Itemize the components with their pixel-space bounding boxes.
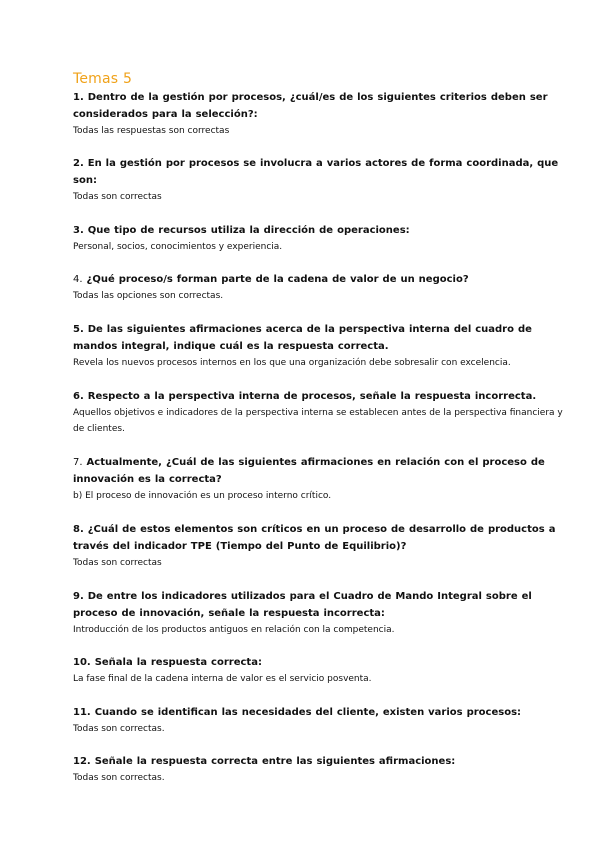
question-block-4 [73, 271, 573, 304]
question-number: 4. [73, 274, 83, 285]
question-text: 10. Señala la respuesta correcta: [73, 657, 262, 668]
question-block-2 [73, 155, 573, 205]
question-number: 7. [73, 457, 83, 468]
question-block-7 [73, 454, 573, 504]
question-text: 3. Que tipo de recursos utiliza la dirección de operaciones: [73, 225, 410, 236]
question-block-5 [73, 321, 573, 371]
document-page [73, 70, 573, 786]
question-text: 5. De las siguientes afirmaciones acerca de la perspectiva interna del cuadro de mandos integral, indique cuál es la respuesta correcta. [73, 324, 532, 352]
question-text: 1. Dentro de la gestión por procesos, ¿cuál/es de los siguientes criterios deben ser considerados para la selección?: [73, 92, 548, 120]
answer-text: b) El proceso de innovación es un proceso interno crítico. [73, 491, 332, 501]
answer-text: Aquellos objetivos e indicadores de la perspectiva interna se establecen antes de la perspectiva financiera y de clientes. [73, 408, 563, 434]
answer-text: Personal, socios, conocimientos y experiencia. [73, 242, 283, 252]
question-block-6 [73, 388, 573, 437]
answer-text: Todas son correctas [73, 192, 162, 202]
question-text: 8. ¿Cuál de estos elementos son críticos en un proceso de desarrollo de productos a través del indicador TPE (Tiempo del Punto de Equilibrio)? [73, 524, 556, 552]
question-text: 6. Respecto a la perspectiva interna de procesos, señale la respuesta incorrecta. [73, 391, 537, 402]
answer-text: Todas las opciones son correctas. [73, 291, 224, 301]
answer-text: Todas son correctas [73, 558, 162, 568]
question-block-11 [73, 704, 573, 737]
question-block-3 [73, 222, 573, 255]
question-text: 9. De entre los indicadores utilizados para el Cuadro de Mando Integral sobre el proceso de innovación, señale la respuesta incorrecta: [73, 591, 532, 619]
answer-text: Introducción de los productos antiguos en relación con la competencia. [73, 625, 395, 635]
question-line [73, 271, 573, 288]
question-line [73, 454, 573, 488]
question-text: 11. Cuando se identifican las necesidades del cliente, existen varios procesos: [73, 707, 522, 718]
question-text: Actualmente, ¿Cuál de las siguientes afirmaciones en relación con el proceso de innovación es la correcta? [73, 457, 545, 485]
answer-text: Todas son correctas. [73, 724, 165, 734]
question-text: ¿Qué proceso/s forman parte de la cadena de valor de un negocio? [86, 274, 469, 285]
answer-text: Todas son correctas. [73, 773, 165, 783]
question-block-10 [73, 654, 573, 687]
question-block-1 [73, 89, 573, 139]
question-block-12 [73, 753, 573, 786]
document-title: Temas 5 [73, 71, 133, 87]
answer-text: Revela los nuevos procesos internos en los que una organización debe sobresalir con excelencia. [73, 358, 511, 368]
question-block-9 [73, 588, 573, 638]
question-text: 2. En la gestión por procesos se involucra a varios actores de forma coordinada, que son: [73, 158, 559, 186]
question-block-8 [73, 521, 573, 571]
answer-text: La fase final de la cadena interna de valor es el servicio posventa. [73, 674, 372, 684]
answer-text: Todas las respuestas son correctas [73, 126, 230, 136]
question-text: 12. Señale la respuesta correcta entre las siguientes afirmaciones: [73, 756, 456, 767]
